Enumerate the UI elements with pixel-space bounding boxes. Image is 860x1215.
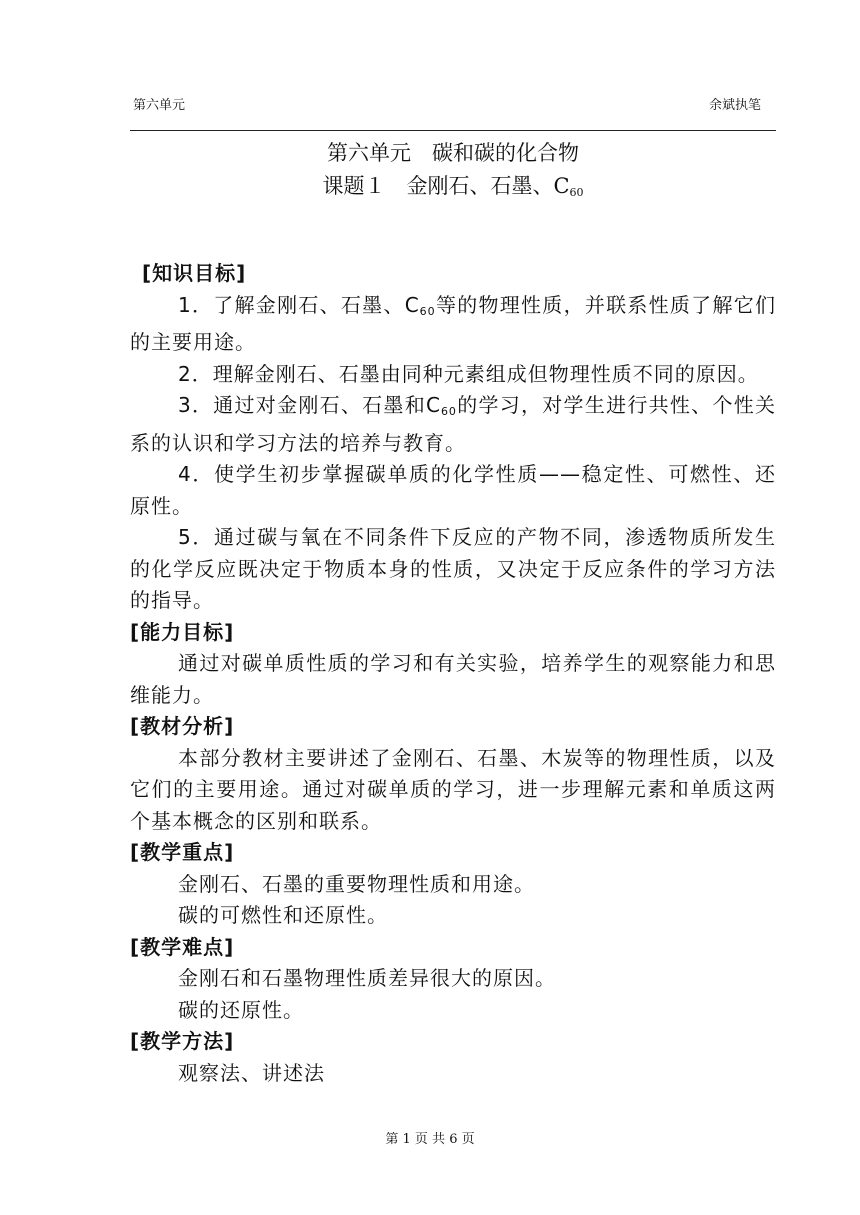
document-body [130, 258, 776, 1089]
section-heading-ability: [能力目标] [130, 619, 235, 644]
section-heading-analysis: [教材分析] [130, 714, 235, 738]
unit-title: 第六单元 碳和碳的化合物 [327, 141, 579, 165]
knowledge-item-3 [130, 390, 776, 459]
key-point-1: 金刚石、石墨的重要物理性质和用途。 [178, 871, 535, 896]
key-point-2: 碳的可燃性和还原性。 [178, 903, 388, 927]
knowledge-item-1 [130, 290, 776, 359]
lesson-title [130, 170, 776, 200]
section-heading-knowledge: [知识目标] [142, 261, 247, 285]
knowledge-item-3-text-a: 3．通过对金刚石、石墨和C [178, 393, 441, 417]
difficulty-2: 碳的还原性。 [178, 997, 304, 1022]
page-footer: 第 1 页 共 6 页 [385, 1132, 475, 1147]
lesson-title-subscript: 60 [569, 186, 584, 199]
knowledge-item-1-text-b: 等的物理性质，并联系性质了解它们的主要用途。 [130, 292, 776, 354]
knowledge-item-1-subscript: 60 [419, 304, 436, 318]
section-heading-key-points: [教学重点] [130, 840, 235, 864]
knowledge-item-2: 2．理解金刚石、石墨由同种元素组成但物理性质不同的原因。 [178, 361, 759, 386]
section-heading-difficulties: [教学难点] [130, 934, 235, 959]
knowledge-item-5: 5．通过碳与氧在不同条件下反应的产物不同，渗透物质所发生的化学反应既决定于物质本身的性质，又决定于反应条件的学习方法的指导。 [130, 525, 776, 612]
knowledge-item-4: 4．使学生初步掌握碳单质的化学性质——稳定性、可燃性、还原性。 [130, 462, 776, 518]
section-heading-methods: [教学方法] [130, 1029, 235, 1053]
knowledge-item-3-text-b: 的学习，对学生进行共性、个性关系的认识和学习方法的培养与教育。 [130, 393, 776, 455]
difficulty-1: 金刚石和石墨物理性质差异很大的原因。 [178, 966, 556, 990]
running-header-right: 余斌执笔 [708, 98, 761, 113]
knowledge-item-3-subscript: 60 [440, 405, 457, 418]
ability-text: 通过对碳单质性质的学习和有关实验，培养学生的观察能力和思维能力。 [130, 651, 776, 707]
knowledge-item-1-text-a: 1．了解金刚石、石墨、C [178, 292, 420, 317]
lesson-title-text: 课题１ 金刚石、石墨、C [322, 174, 570, 198]
running-header-left: 第六单元 [133, 98, 186, 113]
method-1: 观察法、讲述法 [178, 1060, 325, 1085]
analysis-text: 本部分教材主要讲述了金刚石、石墨、木炭等的物理性质，以及它们的主要用途。通过对碳单质的学习，进一步理解元素和单质这两个基本概念的区别和联系。 [130, 745, 776, 833]
header-divider [130, 130, 776, 131]
